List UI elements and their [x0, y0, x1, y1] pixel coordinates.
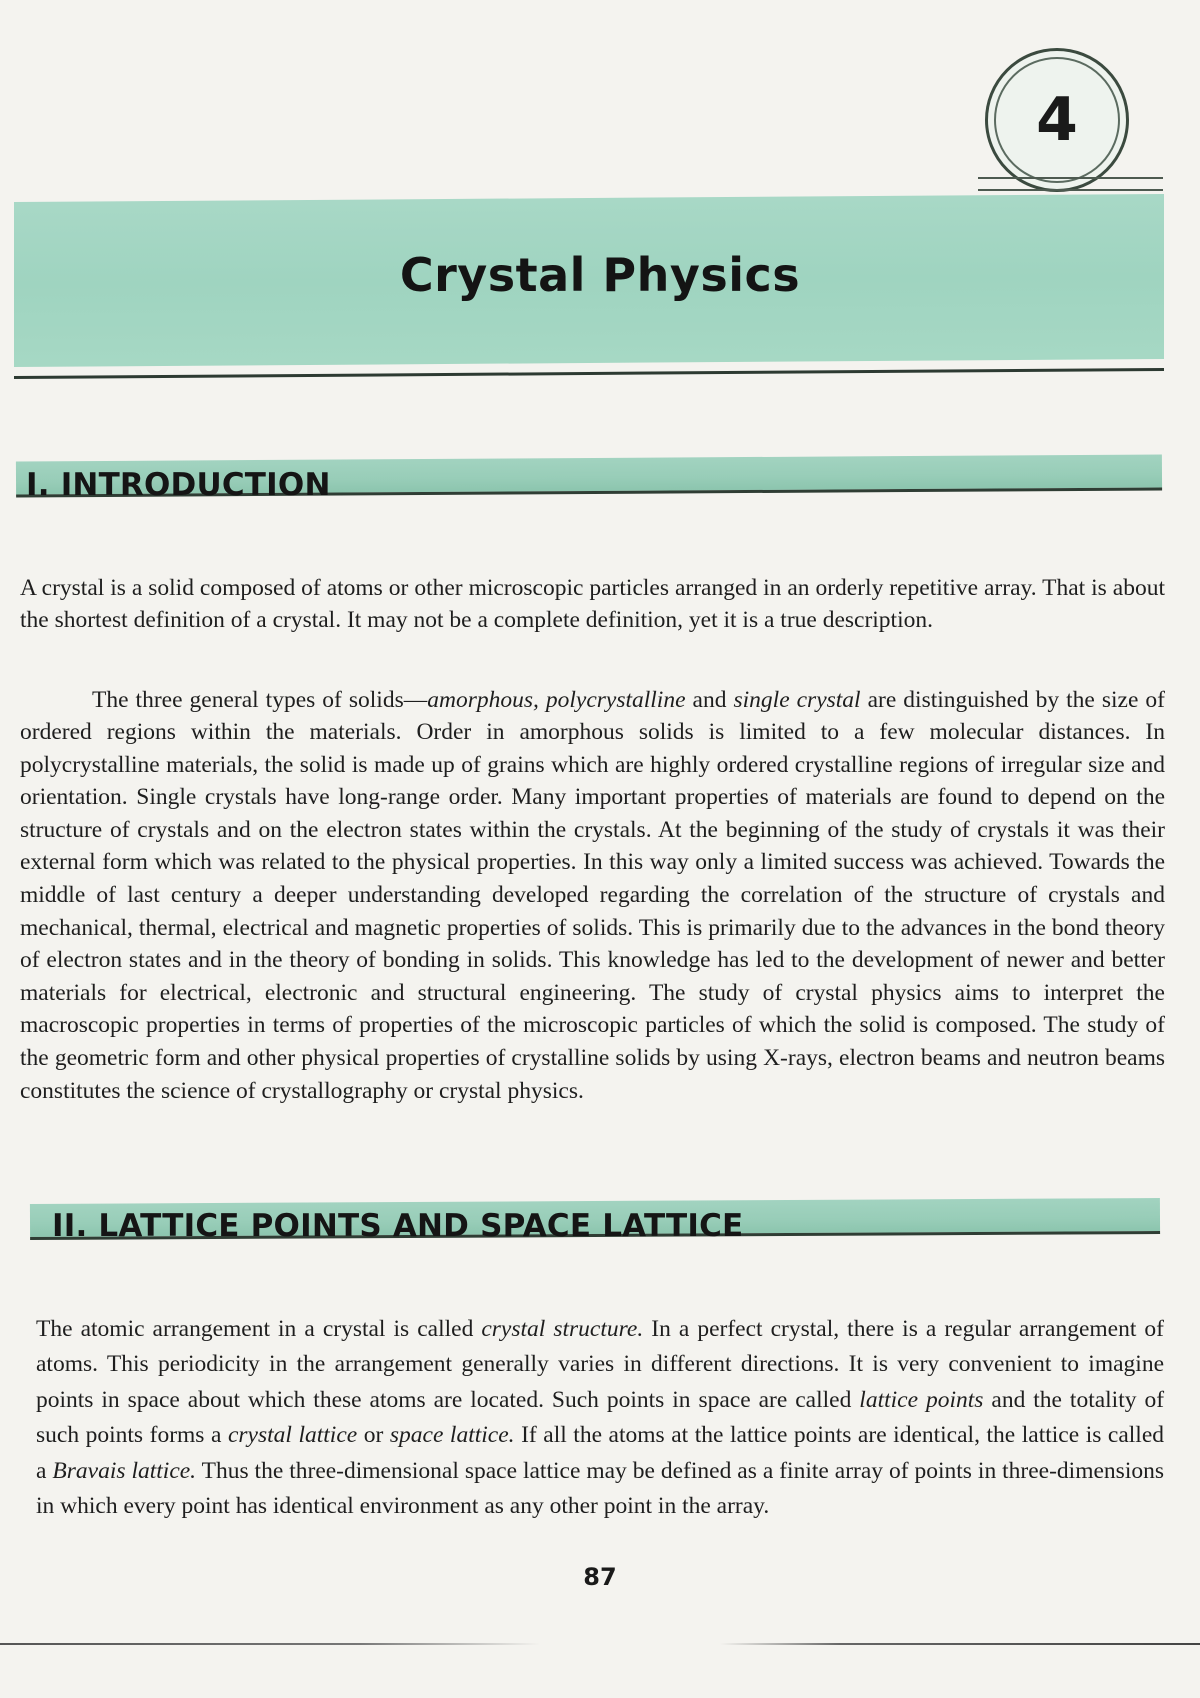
paragraph: [20, 572, 1165, 638]
section-heading-lattice: II. LATTICE POINTS AND SPACE LATTICE: [52, 1208, 744, 1244]
text-run: If all the atoms at the lattice points are identical, the lattice is called a: [36, 1422, 1165, 1484]
paragraph: [20, 684, 1165, 1108]
text-run: are distinguished by the size of ordered regions within the materials. Order in amorphous solids is limited to a few molecular distances. In polycrystalline materials, the solid is made up of grains which are highly ordered crystalline regions of irregular size and orientation. Single crystals have long-range order. Many important properties of materials are found to depend on the structure of crystals and on the electron states within the crystals. At the beginning of the study of crystals it was their external form which was related to the physical properties. In this way only a limited success was achieved. Towards the middle of last century a deeper understanding developed regarding the correlation of the structure of crystals and mechanical, thermal, electrical and magnetic properties of solids. This is primarily due to the advances in the bond theory of electron states and in the theory of bonding in solids. This knowledge has led to the development of newer and better materials for electrical, electronic and structural engineering. The study of crystal physics aims to interpret the macroscopic properties in terms of properties of the microscopic particles of which the solid is composed. The study of the geometric form and other physical properties of crystalline solids by using X-rays, electron beams and neutron beams constitutes the science of crystallography or crystal physics.: [20, 686, 1165, 1104]
text-run: Thus the three-dimensional space lattice may be defined as a finite array of points in three-dimensions in which every point has identical environment as any other point in the array.: [36, 1457, 1164, 1519]
chapter-title: Crystal Physics: [399, 248, 801, 302]
text-run-italic: lattice points: [859, 1386, 984, 1413]
text-run: In a perfect crystal, there is a regular arrangement of atoms. This periodicity in the arrangement generally varies in different directions. It is very convenient to imagine points in space about which these atoms are located. Such points in space are called: [36, 1315, 1164, 1413]
chapter-number-badge: [985, 48, 1129, 192]
text-run-italic: Bravais lattice.: [52, 1457, 197, 1484]
bottom-rule: [0, 1643, 1200, 1645]
text-run: A crystal is a solid composed of atoms or other microscopic particles arranged in an orderly repetitive array. That is about the shortest definition of a crystal. It may not be a complete definition, yet it is a true description.: [20, 574, 1165, 634]
text-run-italic: space lattice.: [389, 1422, 515, 1448]
decorative-double-rule: [978, 177, 1163, 191]
chapter-number: 4: [1036, 85, 1078, 155]
text-run: or: [357, 1422, 390, 1448]
page-number: 87: [583, 1563, 617, 1591]
text-run: The atomic arrangement in a crystal is called: [36, 1315, 482, 1342]
text-run: and: [685, 686, 734, 713]
paragraph: [36, 1312, 1164, 1525]
text-run-italic: single crystal: [733, 686, 861, 713]
text-run: The three general types of solids—: [92, 686, 428, 713]
text-run: and the totality of such points forms a: [36, 1386, 1165, 1448]
text-run-italic: crystal lattice: [227, 1422, 358, 1448]
text-run-italic: crystal structure.: [481, 1315, 644, 1342]
text-run-italic: amorphous, polycrystalline: [427, 686, 686, 713]
section-heading-introduction: I. INTRODUCTION: [26, 467, 331, 503]
